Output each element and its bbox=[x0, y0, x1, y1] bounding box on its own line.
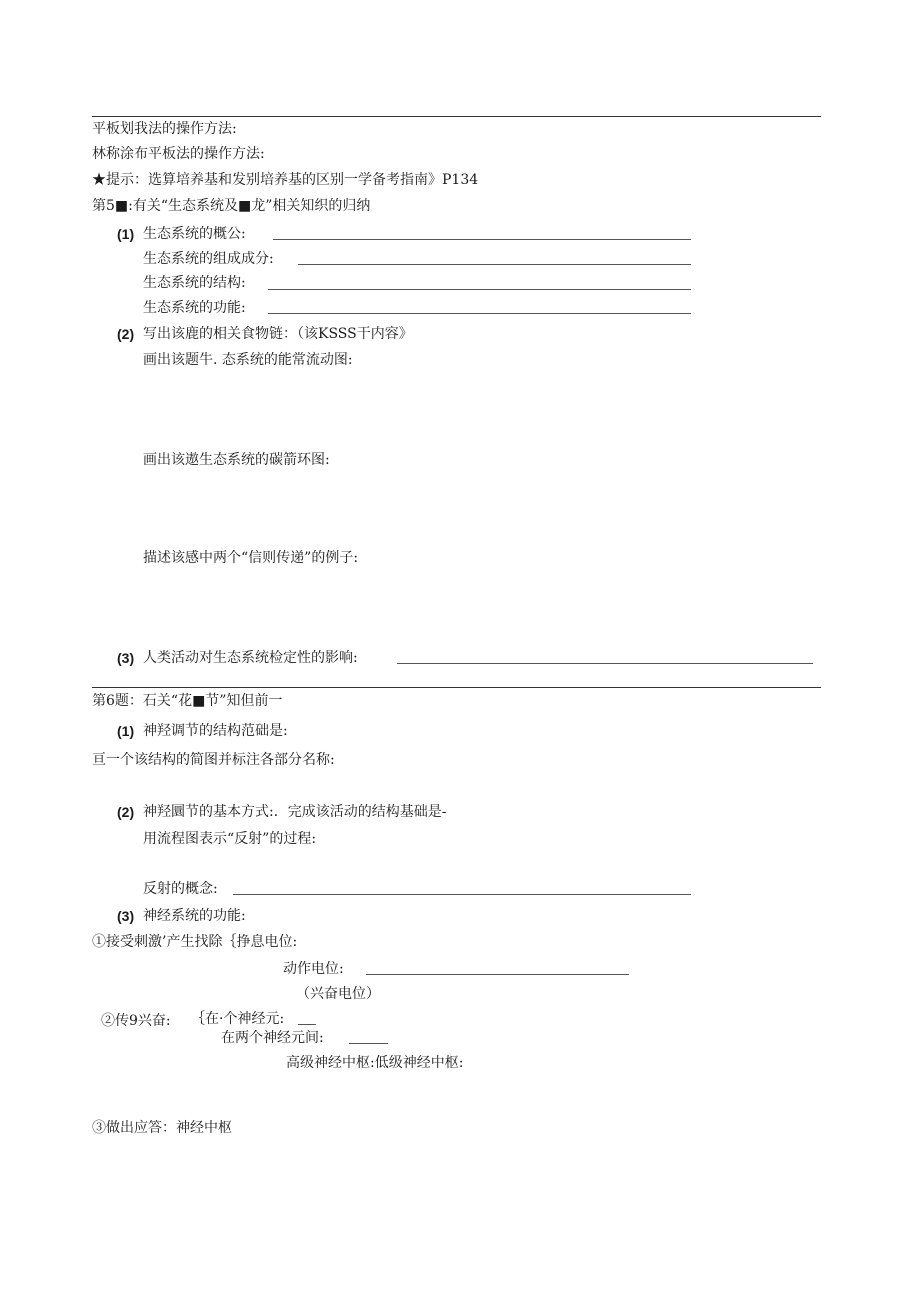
q6-2-basic-way: 神羟圜节的基本方式:．完成该活动的结构基础是- bbox=[143, 804, 447, 820]
q6-2-reflex-concept: 反射的概念: bbox=[143, 881, 218, 897]
between-neurons-blank[interactable] bbox=[349, 1043, 388, 1044]
action-potential-blank[interactable] bbox=[366, 974, 629, 975]
q5-1-components-blank[interactable] bbox=[298, 264, 691, 265]
q5-3-human-impact: 人类活动对生态系统检定性的影响: bbox=[143, 650, 358, 666]
within-neuron-blank[interactable] bbox=[298, 1024, 316, 1025]
q6-2-number: (2) bbox=[117, 804, 135, 820]
q6-1-structure: 神羟调节的结构范础是: bbox=[143, 723, 288, 739]
section-rule bbox=[92, 687, 821, 688]
question-5-title: 第5■:有关“生态系统及■龙”相关知织的归纳 bbox=[92, 198, 371, 214]
plate-streak-text: 平板划我法的操作方法: bbox=[92, 121, 237, 137]
q5-1-structure-blank[interactable] bbox=[268, 289, 691, 290]
q5-1-function-label: 生态系统的功能: bbox=[143, 300, 246, 316]
q5-2-carbon-cycle: 画出该遨生态系统的碳箭环图: bbox=[143, 452, 330, 468]
excitation-potential: （兴奋电位） bbox=[296, 986, 380, 1002]
q5-2-food-chain: 写出该鹿的相关食物链：（该KSSS干内容》 bbox=[143, 326, 413, 342]
within-neuron: ｛在·个神经元: bbox=[191, 1011, 285, 1027]
q6-1-diagram: 亘一个该结构的简图并标注各部分名称: bbox=[92, 752, 335, 768]
q5-1-structure-label: 生态系统的结构: bbox=[143, 275, 246, 291]
q5-1-components-label: 生态系统的组成成分: bbox=[143, 251, 274, 267]
function-1: ①接受刺激’产生找除｛挣息电位: bbox=[92, 934, 298, 950]
q5-2-energy-flow: 画出该题牛. 态系统的能常流动图: bbox=[143, 352, 353, 368]
q5-3-number: (3) bbox=[117, 650, 135, 666]
nerve-centers: 高级神经中枢:低级神经中枢: bbox=[286, 1055, 464, 1071]
function-2: ②传9兴奋: bbox=[101, 1013, 171, 1029]
spread-plate-text: 林称涂布平板法的操作方法: bbox=[92, 146, 265, 162]
q5-1-concept-label: 生态系统的概公: bbox=[143, 226, 246, 242]
q5-2-info-transfer: 描述该感中两个“信则传递”的例子: bbox=[143, 550, 359, 566]
action-potential-label: 动作电位: bbox=[283, 961, 344, 977]
q5-1-function-blank[interactable] bbox=[268, 313, 691, 314]
q6-3-function: 神经系统的功能: bbox=[143, 908, 246, 924]
q5-1-number: (1) bbox=[117, 226, 135, 242]
q6-1-number: (1) bbox=[117, 723, 135, 739]
q6-2-flowchart: 用流程图表示“反射”的过程: bbox=[143, 831, 317, 847]
q6-2-blank[interactable] bbox=[233, 894, 691, 895]
tip-text: ★提示：选算培养基和发别培养基的区别一学备考指南》P134 bbox=[92, 172, 479, 188]
q6-3-number: (3) bbox=[117, 908, 135, 924]
function-3: ③做出应答：神经中枢 bbox=[92, 1120, 232, 1136]
q5-3-blank[interactable] bbox=[397, 663, 813, 664]
q5-1-concept-blank[interactable] bbox=[273, 239, 691, 240]
between-neurons: 在两个神经元间: bbox=[221, 1030, 324, 1046]
top-rule bbox=[92, 116, 821, 117]
q5-2-number: (2) bbox=[117, 326, 135, 342]
question-6-title: 第6题：石关“花■节”知但前一 bbox=[92, 693, 283, 709]
